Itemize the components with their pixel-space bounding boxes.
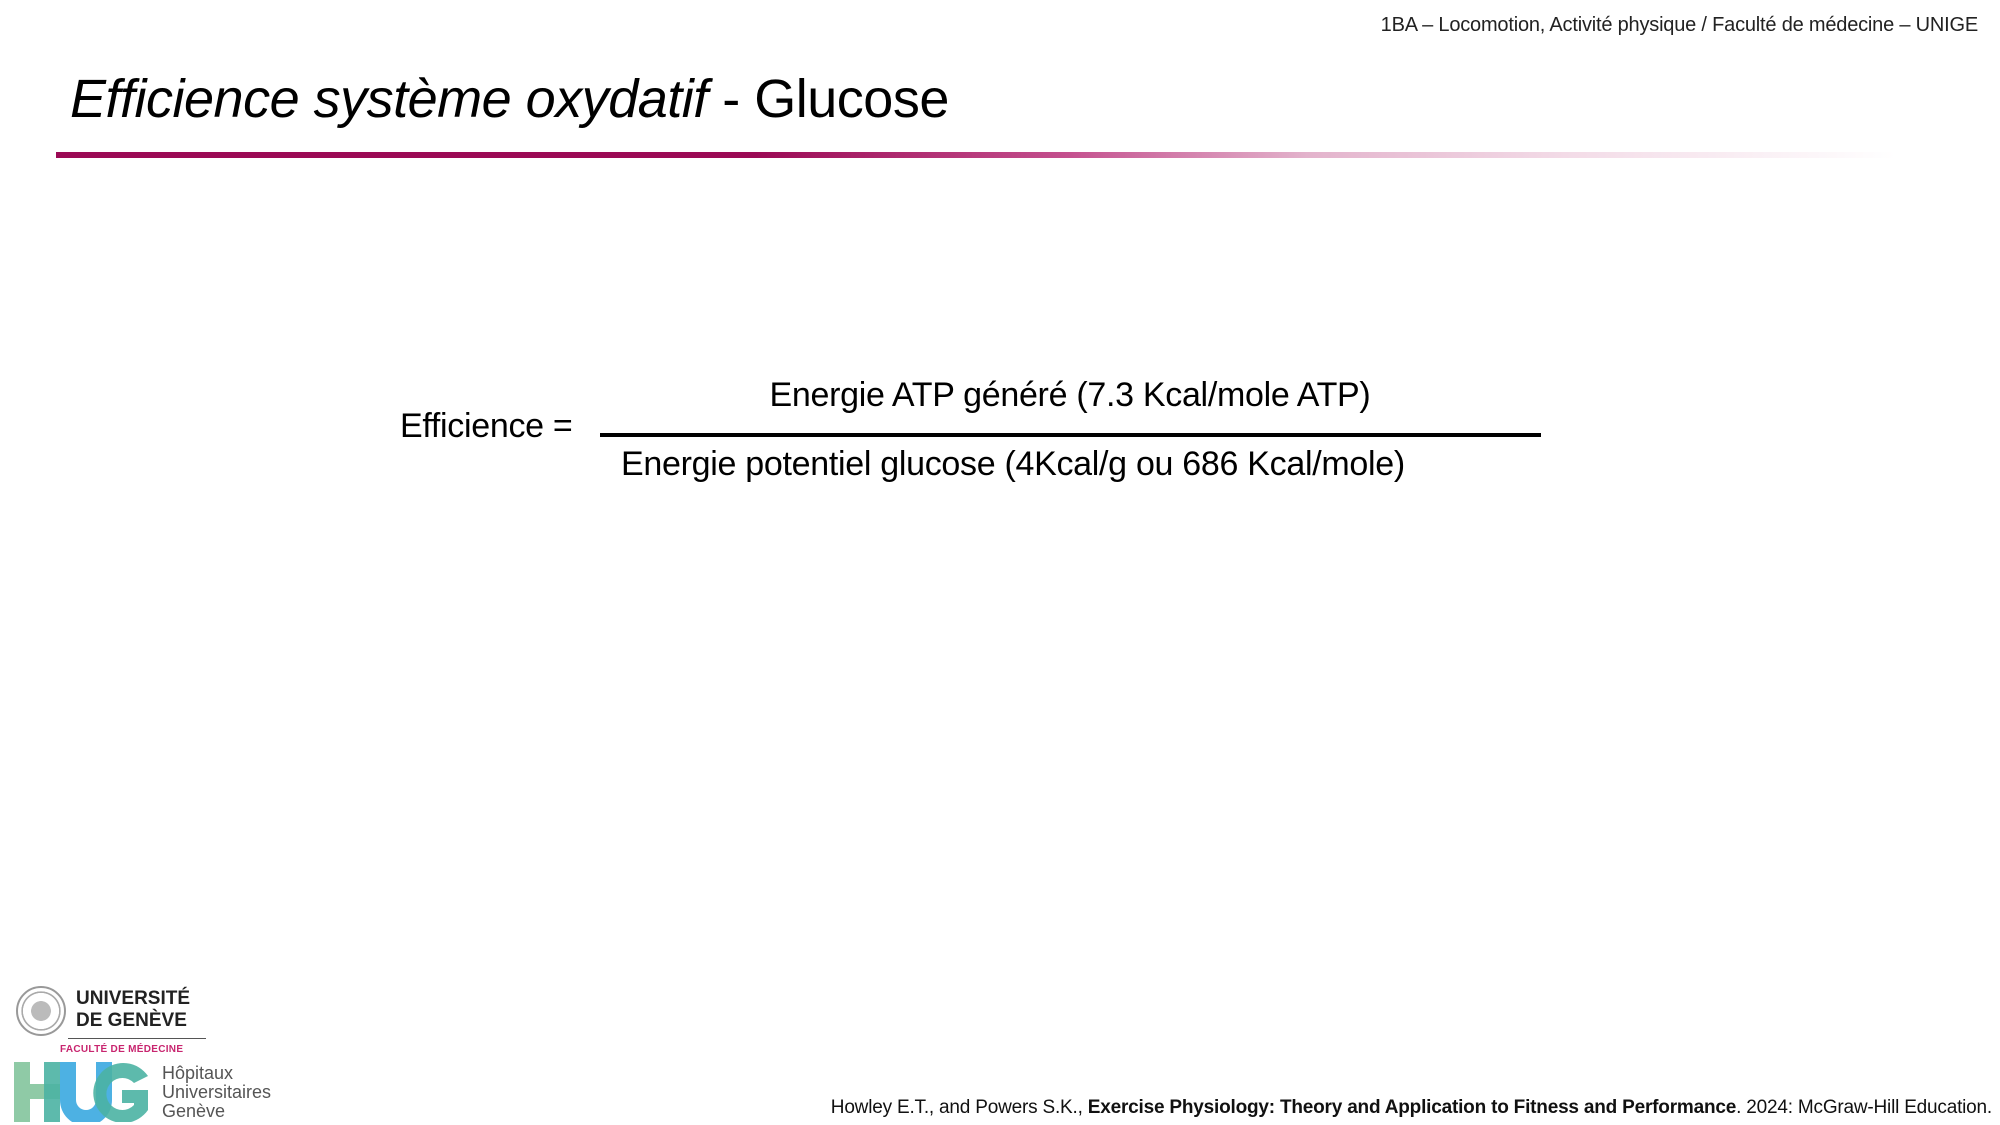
formula-label: Efficience = [400,407,573,445]
hug-logo [14,1062,294,1124]
citation-authors: Howley E.T., and Powers S.K., [830,1097,1088,1118]
hug-wordmark [162,1064,271,1121]
hug-line-3: Genève [162,1101,226,1121]
unige-wordmark [76,988,190,1032]
slide-title [70,64,949,134]
hug-mark-icon [14,1062,148,1122]
hug-line-2: Universitaires [162,1082,272,1102]
faculty-label: FACULTÉ DE MÉDECINE [60,1044,184,1055]
unige-seal-icon [16,986,66,1036]
hug-line-1: Hôpitaux [162,1063,234,1083]
unige-divider [68,1038,206,1039]
formula-denominator: Energie potentiel glucose (4Kcal/g ou 686 Kcal/mole) [621,445,1405,483]
fraction-bar [600,433,1541,437]
citation-work: Exercise Physiology: Theory and Application to Fitness and Performance [1087,1097,1737,1118]
course-header: 1BA – Locomotion, Activité physique / Faculté de médecine – UNIGE [1380,14,1978,36]
formula-numerator: Energie ATP généré (7.3 Kcal/mole ATP) [769,376,1371,414]
citation [831,1097,1992,1119]
slide-title-italic: Efficience système oxydatif [70,69,708,129]
unige-line-1: UNIVERSITÉ [76,988,191,1009]
unige-line-2: DE GENÈVE [76,1010,187,1031]
title-underline [56,152,1896,158]
citation-publication: . 2024: McGraw-Hill Education. [1736,1097,1992,1118]
slide-title-regular: - Glucose [707,69,949,129]
